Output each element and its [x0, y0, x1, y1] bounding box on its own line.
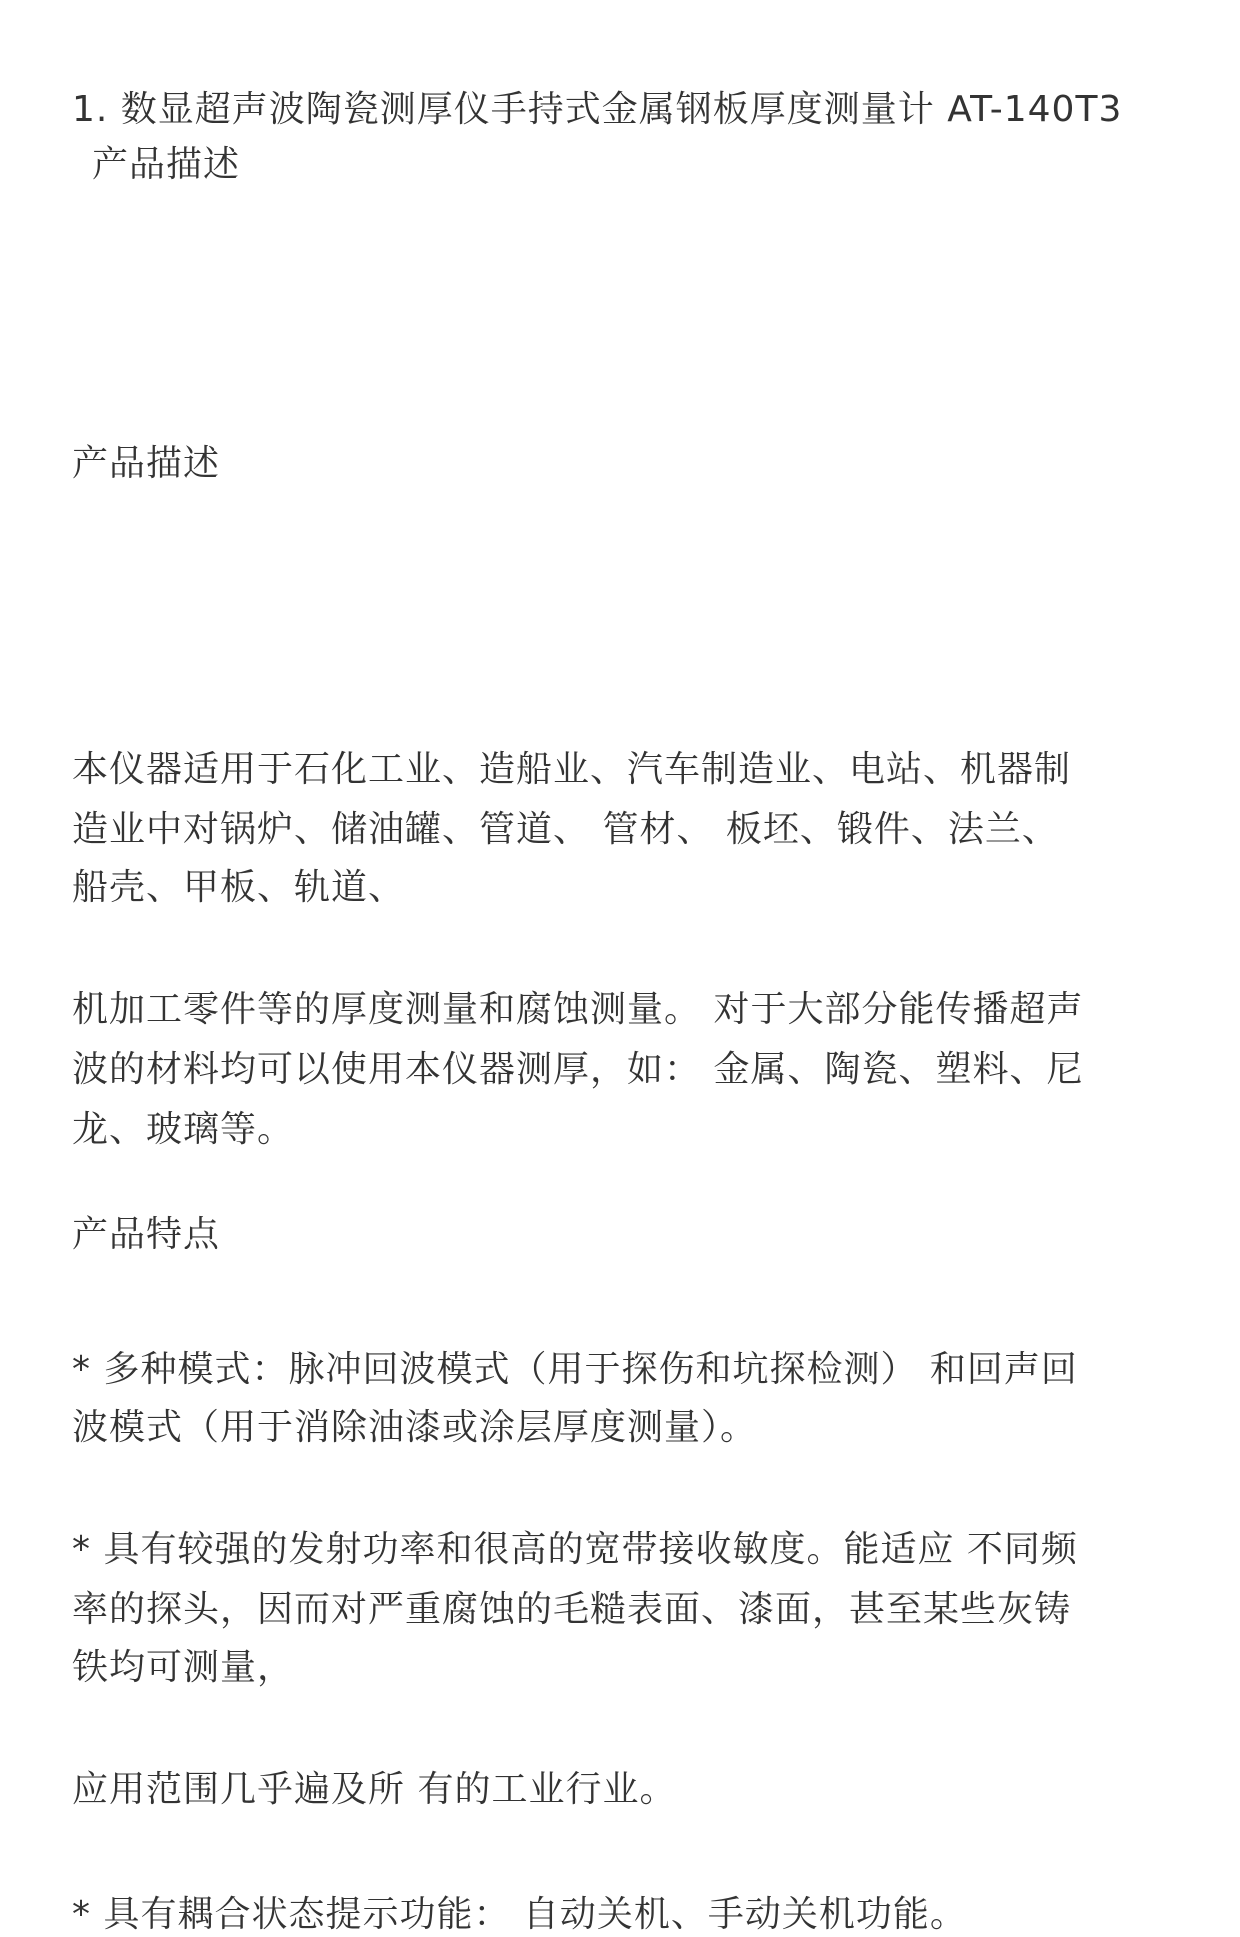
paragraph-line: 波的材料均可以使用本仪器测厚，如： 金属、陶瓷、塑料、尼	[72, 1049, 1084, 1090]
paragraph-line: 龙、玻璃等。	[72, 1109, 295, 1150]
document-title-line-1: 1. 数显超声波陶瓷测厚仪手持式金属钢板厚度测量计 AT-140T3	[72, 89, 1123, 130]
paragraph-line: 船壳、甲板、轨道、	[72, 867, 406, 908]
document-title-line-2: 产品描述	[92, 144, 241, 185]
application-range-text: 应用范围几乎遍及所 有的工业行业。	[72, 1769, 677, 1810]
paragraph-line: 本仪器适用于石化工业、造船业、汽车制造业、电站、机器制	[72, 749, 1072, 790]
paragraph-line: 造业中对锅炉、储油罐、管道、 管材、 板坯、锻件、法兰、	[72, 809, 1059, 850]
bullet-line: * 多种模式：脉冲回波模式（用于探伤和坑探检测） 和回声回	[72, 1349, 1078, 1390]
bullet-line: 铁均可测量，	[72, 1647, 295, 1688]
paragraph-line: 机加工零件等的厚度测量和腐蚀测量。 对于大部分能传播超声	[72, 989, 1084, 1030]
bullet-line: 率的探头，因而对严重腐蚀的毛糙表面、漆面，甚至某些灰铸	[72, 1589, 1072, 1630]
bullet-line: 波模式（用于消除油漆或涂层厚度测量）。	[72, 1407, 758, 1448]
section-heading-description: 产品描述	[72, 443, 221, 484]
bullet-line: * 具有较强的发射功率和很高的宽带接收敏度。能适应 不同频	[72, 1529, 1078, 1570]
bullet-line: * 具有耦合状态提示功能： 自动关机、手动关机功能。	[72, 1894, 967, 1935]
section-heading-features: 产品特点	[72, 1214, 221, 1255]
